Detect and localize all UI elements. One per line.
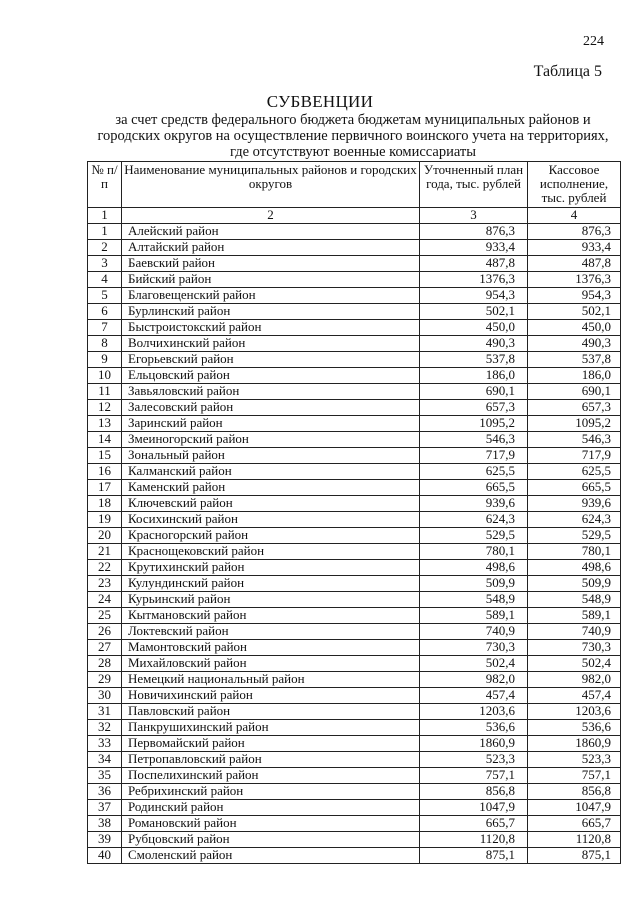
row-number: 4 [88, 272, 122, 288]
district-name: Каменский район [122, 480, 420, 496]
plan-value: 498,6 [420, 560, 528, 576]
column-index: 4 [528, 208, 621, 224]
execution-value: 487,8 [528, 256, 621, 272]
row-number: 19 [88, 512, 122, 528]
district-name: Ельцовский район [122, 368, 420, 384]
row-number: 12 [88, 400, 122, 416]
district-name: Кытмановский район [122, 608, 420, 624]
execution-value: 657,3 [528, 400, 621, 416]
execution-value: 624,3 [528, 512, 621, 528]
district-name: Родинский район [122, 800, 420, 816]
district-name: Зональный район [122, 448, 420, 464]
plan-value: 589,1 [420, 608, 528, 624]
table-row [88, 832, 621, 848]
table-row [88, 672, 621, 688]
table-row [88, 784, 621, 800]
execution-value: 954,3 [528, 288, 621, 304]
execution-value: 498,6 [528, 560, 621, 576]
table-row [88, 720, 621, 736]
plan-value: 457,4 [420, 688, 528, 704]
execution-value: 546,3 [528, 432, 621, 448]
execution-value: 509,9 [528, 576, 621, 592]
row-number: 5 [88, 288, 122, 304]
plan-value: 529,5 [420, 528, 528, 544]
execution-value: 457,4 [528, 688, 621, 704]
plan-value: 665,5 [420, 480, 528, 496]
district-name: Красногорский район [122, 528, 420, 544]
row-number: 33 [88, 736, 122, 752]
table-row [88, 432, 621, 448]
page-number: 224 [583, 34, 604, 49]
district-name: Заринский район [122, 416, 420, 432]
table-row [88, 544, 621, 560]
execution-value: 502,4 [528, 656, 621, 672]
district-name: Поспелихинский район [122, 768, 420, 784]
plan-value: 1860,9 [420, 736, 528, 752]
table-row [88, 592, 621, 608]
plan-value: 523,3 [420, 752, 528, 768]
district-name: Алтайский район [122, 240, 420, 256]
table-row [88, 416, 621, 432]
table-row [88, 800, 621, 816]
row-number: 36 [88, 784, 122, 800]
execution-value: 502,1 [528, 304, 621, 320]
table-row [88, 320, 621, 336]
column-index: 1 [88, 208, 122, 224]
execution-value: 856,8 [528, 784, 621, 800]
row-number: 25 [88, 608, 122, 624]
row-number: 3 [88, 256, 122, 272]
header-execution: Кассовое исполнение, тыс. рублей [528, 162, 621, 208]
table-row [88, 400, 621, 416]
plan-value: 625,5 [420, 464, 528, 480]
plan-value: 490,3 [420, 336, 528, 352]
row-number: 1 [88, 224, 122, 240]
plan-value: 757,1 [420, 768, 528, 784]
execution-value: 757,1 [528, 768, 621, 784]
district-name: Новичихинский район [122, 688, 420, 704]
row-number: 38 [88, 816, 122, 832]
plan-value: 954,3 [420, 288, 528, 304]
row-number: 16 [88, 464, 122, 480]
row-number: 40 [88, 848, 122, 864]
column-index: 2 [122, 208, 420, 224]
execution-value: 589,1 [528, 608, 621, 624]
execution-value: 1203,6 [528, 704, 621, 720]
table-row [88, 688, 621, 704]
row-number: 6 [88, 304, 122, 320]
table-row [88, 848, 621, 864]
document-title: СУБВЕНЦИИ [266, 92, 374, 111]
execution-value: 548,9 [528, 592, 621, 608]
district-name: Кулундинский район [122, 576, 420, 592]
table-row [88, 448, 621, 464]
district-name: Баевский район [122, 256, 420, 272]
district-name: Михайловский район [122, 656, 420, 672]
table-row [88, 512, 621, 528]
row-number: 23 [88, 576, 122, 592]
district-name: Мамонтовский район [122, 640, 420, 656]
row-number: 9 [88, 352, 122, 368]
plan-value: 537,8 [420, 352, 528, 368]
row-number: 11 [88, 384, 122, 400]
plan-value: 933,4 [420, 240, 528, 256]
district-name: Первомайский район [122, 736, 420, 752]
plan-value: 876,3 [420, 224, 528, 240]
row-number: 14 [88, 432, 122, 448]
execution-value: 780,1 [528, 544, 621, 560]
execution-value: 1120,8 [528, 832, 621, 848]
header-name: Наименование муниципальных районов и городских округов [122, 162, 420, 208]
execution-value: 1376,3 [528, 272, 621, 288]
district-name: Бийский район [122, 272, 420, 288]
plan-value: 717,9 [420, 448, 528, 464]
district-name: Ребрихинский район [122, 784, 420, 800]
row-number: 30 [88, 688, 122, 704]
plan-value: 1120,8 [420, 832, 528, 848]
execution-value: 537,8 [528, 352, 621, 368]
execution-value: 740,9 [528, 624, 621, 640]
plan-value: 509,9 [420, 576, 528, 592]
execution-value: 690,1 [528, 384, 621, 400]
row-number: 27 [88, 640, 122, 656]
plan-value: 450,0 [420, 320, 528, 336]
row-number: 31 [88, 704, 122, 720]
table-row [88, 496, 621, 512]
district-name: Змеиногорский район [122, 432, 420, 448]
plan-value: 665,7 [420, 816, 528, 832]
plan-value: 939,6 [420, 496, 528, 512]
header-number: № п/п [88, 162, 122, 208]
table-row [88, 224, 621, 240]
plan-value: 1047,9 [420, 800, 528, 816]
row-number: 2 [88, 240, 122, 256]
district-name: Благовещенский район [122, 288, 420, 304]
execution-value: 982,0 [528, 672, 621, 688]
district-name: Панкрушихинский район [122, 720, 420, 736]
table-header-row [88, 162, 621, 208]
table-row [88, 464, 621, 480]
row-number: 32 [88, 720, 122, 736]
plan-value: 730,3 [420, 640, 528, 656]
plan-value: 1203,6 [420, 704, 528, 720]
plan-value: 1095,2 [420, 416, 528, 432]
district-name: Немецкий национальный район [122, 672, 420, 688]
row-number: 22 [88, 560, 122, 576]
district-name: Локтевский район [122, 624, 420, 640]
table-row [88, 288, 621, 304]
table-row [88, 384, 621, 400]
district-name: Ключевский район [122, 496, 420, 512]
row-number: 7 [88, 320, 122, 336]
execution-value: 665,7 [528, 816, 621, 832]
table-row [88, 624, 621, 640]
table-row [88, 752, 621, 768]
plan-value: 982,0 [420, 672, 528, 688]
row-number: 17 [88, 480, 122, 496]
execution-value: 186,0 [528, 368, 621, 384]
district-name: Крутихинский район [122, 560, 420, 576]
table-row [88, 608, 621, 624]
district-name: Завьяловский район [122, 384, 420, 400]
district-name: Петропавловский район [122, 752, 420, 768]
row-number: 29 [88, 672, 122, 688]
plan-value: 546,3 [420, 432, 528, 448]
execution-value: 1047,9 [528, 800, 621, 816]
plan-value: 780,1 [420, 544, 528, 560]
district-name: Бурлинский район [122, 304, 420, 320]
plan-value: 548,9 [420, 592, 528, 608]
header-plan: Уточненный план года, тыс. рублей [420, 162, 528, 208]
execution-value: 450,0 [528, 320, 621, 336]
execution-value: 1860,9 [528, 736, 621, 752]
district-name: Калманский район [122, 464, 420, 480]
row-number: 8 [88, 336, 122, 352]
plan-value: 856,8 [420, 784, 528, 800]
table-row [88, 656, 621, 672]
district-name: Смоленский район [122, 848, 420, 864]
plan-value: 875,1 [420, 848, 528, 864]
district-name: Краснощековский район [122, 544, 420, 560]
plan-value: 487,8 [420, 256, 528, 272]
row-number: 21 [88, 544, 122, 560]
district-name: Косихинский район [122, 512, 420, 528]
execution-value: 875,1 [528, 848, 621, 864]
row-number: 10 [88, 368, 122, 384]
table-row [88, 272, 621, 288]
row-number: 37 [88, 800, 122, 816]
table-row [88, 256, 621, 272]
plan-value: 657,3 [420, 400, 528, 416]
execution-value: 933,4 [528, 240, 621, 256]
row-number: 39 [88, 832, 122, 848]
execution-value: 717,9 [528, 448, 621, 464]
table-row [88, 576, 621, 592]
execution-value: 625,5 [528, 464, 621, 480]
plan-value: 690,1 [420, 384, 528, 400]
execution-value: 529,5 [528, 528, 621, 544]
column-index-row [88, 208, 621, 224]
subsidies-table [87, 161, 621, 864]
row-number: 24 [88, 592, 122, 608]
table-row [88, 736, 621, 752]
table-row [88, 528, 621, 544]
table-row [88, 704, 621, 720]
row-number: 28 [88, 656, 122, 672]
execution-value: 1095,2 [528, 416, 621, 432]
table-row [88, 816, 621, 832]
document-subtitle: за счет средств федерального бюджета бюджетам муниципальных районов и городских округов на осуществление первичного воинского учета на территориях, где отсутствуют военные комиссариаты [97, 112, 609, 160]
execution-value: 730,3 [528, 640, 621, 656]
table-row [88, 480, 621, 496]
execution-value: 876,3 [528, 224, 621, 240]
district-name: Алейский район [122, 224, 420, 240]
district-name: Рубцовский район [122, 832, 420, 848]
table-row [88, 336, 621, 352]
table-row [88, 352, 621, 368]
row-number: 18 [88, 496, 122, 512]
column-index: 3 [420, 208, 528, 224]
district-name: Павловский район [122, 704, 420, 720]
plan-value: 536,6 [420, 720, 528, 736]
execution-value: 939,6 [528, 496, 621, 512]
row-number: 26 [88, 624, 122, 640]
row-number: 34 [88, 752, 122, 768]
table-row [88, 304, 621, 320]
row-number: 20 [88, 528, 122, 544]
execution-value: 665,5 [528, 480, 621, 496]
plan-value: 1376,3 [420, 272, 528, 288]
execution-value: 523,3 [528, 752, 621, 768]
table-row [88, 368, 621, 384]
plan-value: 740,9 [420, 624, 528, 640]
table-label: Таблица 5 [533, 63, 602, 80]
execution-value: 536,6 [528, 720, 621, 736]
row-number: 35 [88, 768, 122, 784]
plan-value: 502,4 [420, 656, 528, 672]
row-number: 13 [88, 416, 122, 432]
district-name: Быстроистокский район [122, 320, 420, 336]
plan-value: 624,3 [420, 512, 528, 528]
table-row [88, 640, 621, 656]
execution-value: 490,3 [528, 336, 621, 352]
district-name: Волчихинский район [122, 336, 420, 352]
table-row [88, 560, 621, 576]
district-name: Курьинский район [122, 592, 420, 608]
table-row [88, 768, 621, 784]
table-body [88, 224, 621, 864]
plan-value: 186,0 [420, 368, 528, 384]
table-row [88, 240, 621, 256]
district-name: Романовский район [122, 816, 420, 832]
plan-value: 502,1 [420, 304, 528, 320]
district-name: Залесовский район [122, 400, 420, 416]
district-name: Егорьевский район [122, 352, 420, 368]
row-number: 15 [88, 448, 122, 464]
